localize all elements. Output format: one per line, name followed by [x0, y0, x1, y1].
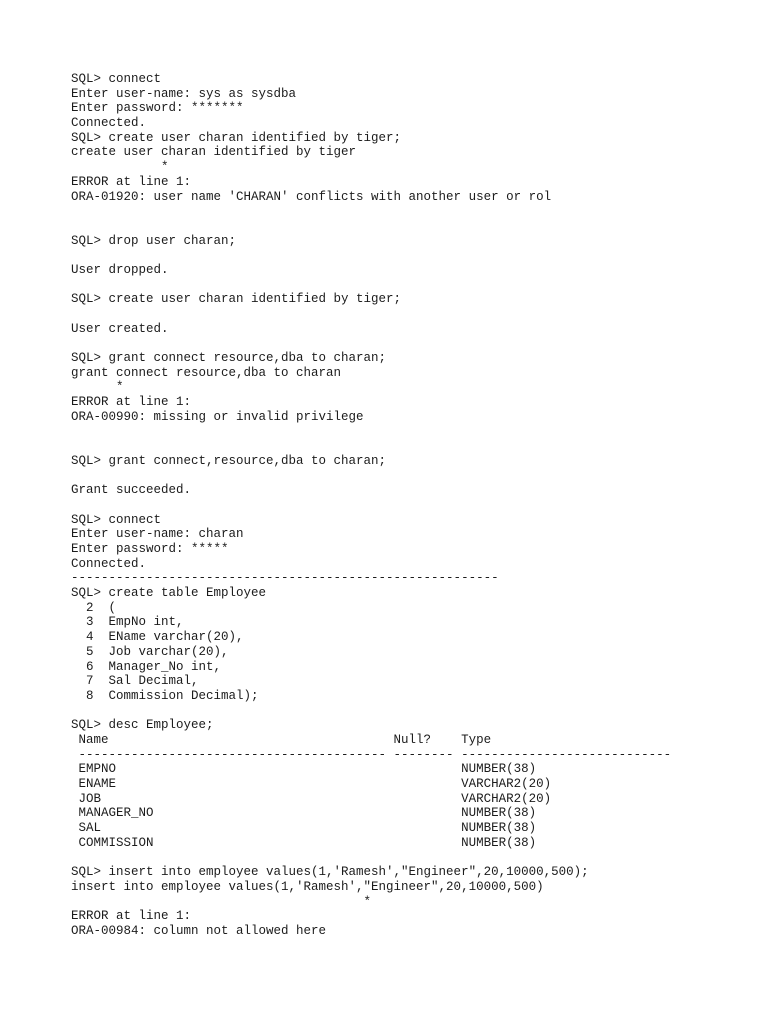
transcript-line: SQL> connect	[71, 72, 162, 86]
transcript-line: Enter user-name: charan	[71, 527, 244, 542]
transcript-line: User created.	[71, 321, 169, 336]
transcript-line: User dropped.	[71, 262, 169, 277]
transcript-line: Name Null? Type	[71, 732, 492, 747]
transcript-line	[71, 219, 751, 234]
transcript-line: ERROR at line 1:	[71, 909, 192, 924]
transcript-line: SAL NUMBER(38)	[71, 821, 537, 836]
transcript-line: create user charan identified by tiger	[71, 145, 357, 160]
transcript-line: SQL> create user charan identified by tiger;	[71, 130, 402, 145]
transcript-line: 7 Sal Decimal,	[71, 674, 199, 689]
transcript-line: Grant succeeded.	[71, 483, 192, 498]
transcript-line	[71, 336, 751, 351]
transcript-line: 6 Manager_No int,	[71, 659, 222, 674]
transcript-line: SQL> create user charan identified by tiger;	[71, 292, 402, 307]
transcript-line: 5 Job varchar(20),	[71, 644, 229, 659]
transcript-line: ENAME VARCHAR2(20)	[71, 777, 552, 791]
transcript-line	[71, 439, 751, 454]
transcript-line: ---------------------------------------------------------	[71, 571, 499, 586]
transcript-line: ERROR at line 1:	[71, 174, 192, 189]
transcript-line: Connected.	[71, 556, 147, 571]
transcript-line: SQL> drop user charan;	[71, 233, 237, 248]
transcript-line	[71, 307, 751, 322]
transcript-line	[71, 278, 751, 293]
transcript-line	[71, 498, 751, 513]
transcript-line: ORA-00984: column not allowed here	[71, 923, 327, 938]
transcript-line: Enter user-name: sys as sysdba	[71, 86, 297, 101]
transcript-line	[71, 704, 751, 719]
transcript-line: ----------------------------------------- -------- ----------------------------	[71, 747, 672, 762]
transcript-line: 2 (	[71, 600, 117, 615]
transcript-line	[71, 248, 751, 263]
transcript-line: ORA-01920: user name 'CHARAN' conflicts with another user or rol	[71, 189, 552, 204]
transcript-line	[71, 469, 751, 484]
transcript-line: SQL> desc Employee;	[71, 718, 214, 733]
transcript-line: Connected.	[71, 116, 147, 131]
transcript-line: insert into employee values(1,'Ramesh',"Engineer",20,10000,500)	[71, 879, 544, 894]
transcript-line	[71, 425, 751, 440]
transcript-line	[71, 204, 751, 219]
transcript-line: JOB VARCHAR2(20)	[71, 791, 552, 806]
sql-session-transcript	[71, 72, 751, 939]
transcript-line: *	[71, 160, 169, 175]
transcript-line: SQL> grant connect resource,dba to charan;	[71, 351, 387, 366]
transcript-line: 3 EmpNo int,	[71, 615, 184, 630]
transcript-line	[71, 850, 751, 865]
transcript-line: ORA-00990: missing or invalid privilege	[71, 409, 364, 424]
transcript-line: *	[71, 380, 124, 395]
transcript-line: 8 Commission Decimal);	[71, 688, 259, 703]
transcript-line: COMMISSION NUMBER(38)	[71, 835, 537, 850]
transcript-line: EMPNO NUMBER(38)	[71, 762, 537, 777]
transcript-line: MANAGER_NO NUMBER(38)	[71, 806, 537, 821]
transcript-line: SQL> create table Employee	[71, 586, 267, 601]
transcript-line: *	[71, 894, 372, 909]
transcript-line: SQL> grant connect,resource,dba to charan;	[71, 453, 387, 468]
transcript-line: 4 EName varchar(20),	[71, 630, 244, 645]
transcript-line: SQL> connect	[71, 512, 162, 527]
transcript-line: Enter password: *****	[71, 542, 229, 556]
transcript-line: ERROR at line 1:	[71, 395, 192, 410]
transcript-line: SQL> insert into employee values(1,'Ramesh',"Engineer",20,10000,500);	[71, 865, 589, 880]
transcript-line: Enter password: *******	[71, 101, 244, 116]
transcript-line: grant connect resource,dba to charan	[71, 365, 342, 380]
